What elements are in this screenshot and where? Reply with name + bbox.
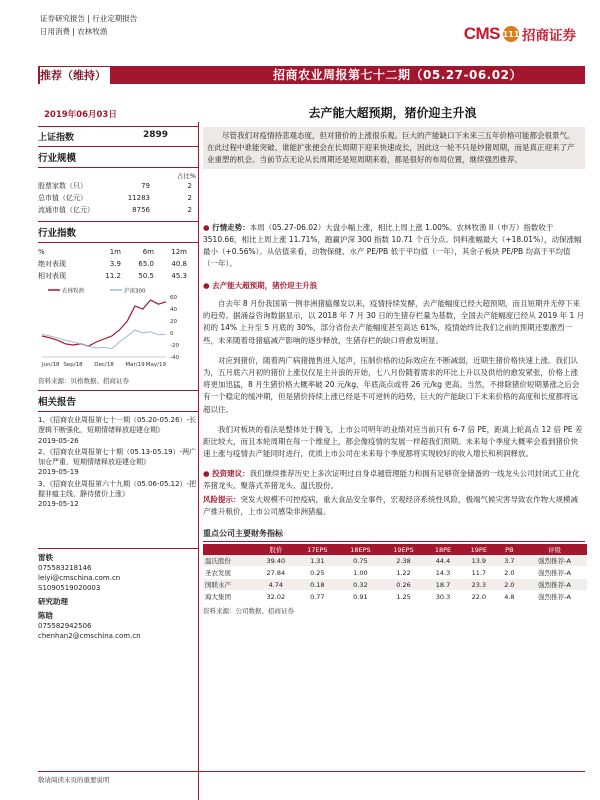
risk-paragraph — [203, 494, 585, 518]
table-cell: 海大集团 — [203, 591, 256, 603]
index-value: 2899 — [142, 130, 168, 140]
index-row — [38, 130, 198, 143]
perf-header-cell: % — [38, 248, 45, 256]
table-cell: 2.38 — [382, 555, 425, 567]
related-report-date: 2019-05-26 — [38, 436, 79, 445]
scale-row-value: 8756 — [132, 206, 150, 214]
scale-unit-header: 占比% — [176, 172, 196, 180]
perf-row-label: 绝对表现 — [38, 260, 66, 268]
pig-paragraph-3: 我们对板块的看法是整体处于腾飞，上市公司明年的业绩对应当前只有 6-7 倍 PE，距离上轮高点 12 倍 PE 差距比较大，而且本轮周期在每一个维度上，都会像疫情的发展一样超我们预期。未来每个季度大概率会看到猪价快速上涨与疫情去产能同时进行，优质上市公司在未来每个季度都将实现较好的收入增长和利润释放。 — [203, 424, 583, 459]
table-cell: 0.18 — [296, 579, 339, 591]
table-cell: 强烈推荐-A — [522, 567, 587, 579]
table-header-cell: 19EPS — [382, 544, 425, 555]
scale-row-value: 11283 — [127, 194, 150, 202]
table-cell: 国联水产 — [203, 579, 256, 591]
table-body — [203, 555, 587, 603]
perf-cell: 11.2 — [105, 272, 121, 280]
invest-text: 我们继续推荐历史上多次证明过自身卓越管理能力和拥有足够资金储备的一线龙头公司封闭式工业化养猪龙头、聚落式养猪龙头、温氏股份。 — [203, 469, 580, 491]
market-bullet — [203, 222, 585, 270]
table-cell: 圣农发展 — [203, 567, 256, 579]
divider — [38, 167, 198, 168]
analyst-contact-line: 075583218146 — [38, 563, 92, 572]
perf-row-label: 相对表现 — [38, 272, 66, 280]
main-body — [203, 222, 585, 615]
analyst-contact — [38, 611, 198, 641]
analyst-contact — [38, 597, 198, 607]
perf-header-cell: 12m — [171, 248, 187, 256]
report-type: 证券研究报告 | 行业定期报告 — [40, 14, 138, 23]
pig-label: 去产能大超预期，猪价迎主升浪 — [212, 281, 318, 290]
report-sector: 日用消费 | 农林牧渔 — [40, 26, 108, 36]
table-cell: 0.25 — [296, 567, 339, 579]
table-header-cell — [203, 544, 256, 555]
divider — [38, 242, 198, 243]
perf-row — [38, 270, 198, 282]
report-title: 招商农业周报第七十二期（05.27-06.02） — [273, 68, 522, 82]
table-cell: 0.77 — [296, 591, 339, 603]
perf-cell: 40.8 — [171, 260, 187, 268]
scale-row-share: 2 — [187, 206, 192, 214]
scale-row — [38, 180, 198, 192]
table-cell: 11.7 — [461, 567, 497, 579]
index-label: 上证指数 — [38, 133, 75, 143]
table-cell: 0.75 — [339, 555, 382, 567]
bullet-icon: ● — [203, 281, 213, 290]
table-row — [203, 567, 587, 579]
x-tick-label: Dec/18 — [94, 362, 114, 368]
perf-row — [38, 258, 198, 270]
divider — [38, 146, 198, 147]
related-report-date: 2019-05-12 — [38, 500, 79, 509]
market-text: 本周（05.27-06.02）大盘小幅上涨，相比上周上涨 1.00%。农林牧渔 II（申万）指数收于 3510.66，相比上周上涨 11.71%，跑赢沪深 300 指数 10.71 个百分点。饲料涨幅最大（+18.01%），动保涨幅最小（+0.56%）。从估值来看，动物保健、水产 PE/PB 低于平均值（一年），其余子板块 PE/PB 均高于平均值（一年）。 — [203, 223, 582, 268]
table-cell: 强烈推荐-A — [522, 555, 587, 567]
table-cell: 44.4 — [425, 555, 461, 567]
table-source: 资料来源：公司数据、招商证券 — [203, 607, 294, 616]
y-tick-label: -20 — [170, 343, 179, 349]
bullet-icon: ● — [203, 223, 213, 232]
table-cell: 2.0 — [497, 567, 522, 579]
related-report-title: 1、《招商农业周报第七十一期（05.20-05.26）-长逻辑不断强化，短期情绪释放迎建仓期》 — [38, 416, 197, 435]
divider — [203, 541, 585, 542]
divider — [38, 548, 198, 549]
x-tick-label: Sep/18 — [63, 362, 83, 368]
industry-scale-table — [38, 180, 198, 216]
related-report-title: 2、《招商农业周报第七十期（05.13-05.19）-两广加仓严重，短期情绪释放迎建仓期》 — [38, 447, 197, 467]
industry-index-title: 行业指数 — [38, 228, 77, 239]
left-sidebar — [38, 123, 198, 641]
column-divider — [198, 122, 199, 800]
table-cell: 温氏股份 — [203, 555, 256, 567]
divider — [38, 411, 198, 412]
legend-label: 沪深300 — [124, 288, 146, 295]
analyst-name: 陈晗 — [38, 610, 53, 620]
table-header-cell: 股价 — [256, 544, 296, 555]
scale-row-label: 流通市值（亿元） — [38, 206, 94, 214]
chart-source: 资料来源：贝格数据、招商证券 — [38, 377, 129, 385]
table-row — [203, 579, 587, 591]
analyst-contact-line: leiyi@cmschina.com.cn — [38, 573, 121, 582]
table-cell: 23.3 — [461, 579, 497, 591]
table-cell: 1.25 — [382, 591, 425, 603]
table-cell: 强烈推荐-A — [522, 579, 587, 591]
scale-row — [38, 192, 198, 204]
summary-box: 尽管我们对疫情持悲观态度，但对猪价的上涨很乐观。巨大的产能缺口下未来三五年价格可能都会很景气。在此过程中谁能突破、谁能扩张便会在长周期下迎来快速成长，因此这一轮不只是炒猪周期，而是真正迎来了产业重塑的机会。当前节点无论从长周期还是短周期来看，都是很好的布局位置，继续强烈推荐。 — [203, 127, 585, 169]
table-header-cell: 18EPS — [339, 544, 382, 555]
scale-row — [38, 204, 198, 216]
analyst-contacts — [38, 553, 198, 641]
report-date: 2019年06月03日 — [44, 110, 117, 120]
index-line-chart — [38, 285, 198, 373]
footer-divider — [38, 771, 585, 772]
table-cell: 强烈推荐-A — [522, 591, 587, 603]
pig-paragraph-2: 对应到猪价，随着两广病猪抛售进入尾声，压制价格的边际效应在不断减弱，近期生猪价格快速上涨。我们认为，五月底六月初的猪价上涨仅仅是主升浪的开始，七八月份随着需求的环比上升以及供给的愈发紧张，价格上涨将更加迅猛，8 月生猪价格大概率破 20 元/kg，年底高点或将 26 元/kg 更高。当然，不排除猪价短期暴涨之后会有一个稳定的缓冲期，但是猪价持续上涨已经是不可逆转的趋势，巨大的产能缺口下未来价格的高度和长度都将远超以往。 — [203, 355, 580, 414]
x-tick-label: Mar/19 — [125, 362, 145, 368]
y-tick-label: 20 — [170, 319, 177, 325]
table-cell: 0.91 — [339, 591, 382, 603]
report-subtitle: 去产能大超预期，猪价迎主升浪 — [308, 106, 477, 120]
risk-text: 突发大规模不可控疫病，重大食品安全事件，宏观经济系统性风险，极端气候灾害导致农作物大规模减产推升粮价，上市公司感染非洲猪瘟。 — [203, 495, 578, 517]
table-cell: 0.26 — [382, 579, 425, 591]
table-cell: 2.0 — [497, 579, 522, 591]
perf-header-row — [38, 246, 198, 258]
table-cell: 3.7 — [497, 555, 522, 567]
table-cell: 1.00 — [339, 567, 382, 579]
table-header-cell: 18PE — [425, 544, 461, 555]
table-header-row — [203, 544, 587, 555]
table-cell: 32.02 — [256, 591, 296, 603]
table-header-cell: 17EPS — [296, 544, 339, 555]
table-cell: 0.32 — [339, 579, 382, 591]
y-tick-label: 60 — [170, 295, 177, 301]
y-tick-label: 0 — [170, 331, 174, 337]
scale-row-label: 股票家数（只） — [38, 182, 87, 190]
table-header-cell: PB — [497, 544, 522, 555]
table-cell: 1.22 — [382, 567, 425, 579]
table-title: 重点公司主要财务指标 — [203, 529, 283, 539]
pig-bullet — [203, 280, 585, 292]
footer-note: 敬请阅读末页的重要说明 — [38, 776, 110, 784]
report-header — [40, 13, 137, 38]
divider — [38, 390, 198, 391]
perf-header-cell: 1m — [109, 248, 121, 256]
perf-cell: 65.0 — [138, 260, 154, 268]
perf-cell: 45.3 — [171, 272, 187, 280]
analyst-contact-line: S1090519020003 — [38, 583, 101, 592]
logo-cms-text: CMS — [463, 24, 500, 43]
rating-label: 推荐（维持） — [40, 67, 110, 84]
industry-index-table — [38, 246, 198, 282]
scale-row-share: 2 — [187, 182, 192, 190]
table-cell: 1.31 — [296, 555, 339, 567]
table-cell: 22.0 — [461, 591, 497, 603]
legend-label: 农林牧渔 — [62, 288, 85, 295]
divider — [38, 221, 198, 222]
perf-cell: 3.9 — [109, 260, 121, 268]
financial-table — [203, 544, 587, 603]
table-row — [203, 555, 587, 567]
table-row — [203, 591, 587, 603]
x-tick-label: May/19 — [145, 362, 166, 368]
table-header-cell: 19PE — [461, 544, 497, 555]
table-cell: 30.3 — [425, 591, 461, 603]
table-cell: 27.84 — [256, 567, 296, 579]
related-reports-title: 相关报告 — [38, 397, 77, 408]
industry-scale-title: 行业规模 — [38, 153, 77, 164]
pig-paragraph-1: 自去年 8 月份我国第一例非洲猪瘟爆发以来，疫情持续发酵，去产能幅度已经大超预期，而且短期并无停下来的趋势。据涌益咨询数据显示，以 2018 年 7 月 30 日的生猪存栏量为基数，全国去产能幅度已经从 2019 年 1 月初的 14% 上升至 5 月底的 30%，部分省份去产能幅度甚至高达 61%，疫情始终比我们之前的预期还要激烈一些，未来随着母猪瘟减产影响的逐步释放，生猪存栏的缺口将愈发明显。 — [203, 299, 585, 345]
y-tick-label: 40 — [170, 307, 177, 313]
divider — [38, 126, 198, 127]
table-cell: 4.8 — [497, 591, 522, 603]
table-cell: 13.9 — [461, 555, 497, 567]
analyst-contact-line: 075582942506 — [38, 621, 92, 630]
market-label: 行情走势： — [212, 223, 250, 232]
logo-cn-text: 招商证券 — [522, 28, 576, 44]
scale-row-value: 79 — [141, 182, 150, 190]
scale-row-share: 2 — [187, 194, 192, 202]
analyst-contact — [38, 553, 198, 593]
table-cell: 4.74 — [256, 579, 296, 591]
y-tick-label: -40 — [170, 355, 179, 361]
table-cell: 39.40 — [256, 555, 296, 567]
risk-label: 风险提示： — [203, 495, 241, 505]
cms-logo — [464, 24, 576, 44]
analyst-name: 研究助理 — [38, 596, 68, 606]
perf-header-cell: 6m — [142, 248, 154, 256]
invest-bullet — [203, 468, 585, 492]
scale-row-label: 总市值（亿元） — [38, 194, 87, 202]
table-cell: 18.7 — [425, 579, 461, 591]
related-report-title: 3、《招商农业周报第六十九期（05.06-05.12）-把握非瘟主线，静待猪价上涨》 — [38, 479, 197, 499]
table-cell: 14.3 — [425, 567, 461, 579]
logo-badge-icon: 111 — [503, 26, 519, 42]
related-report-date: 2019-05-19 — [38, 468, 79, 477]
perf-cell: 50.5 — [138, 272, 154, 280]
invest-label: 投资建议： — [212, 469, 250, 479]
x-tick-label: Jun/18 — [42, 362, 60, 368]
analyst-contact-line: chenhan2@cmschina.com.cn — [38, 631, 141, 640]
table-header-cell: 评级 — [522, 544, 587, 555]
related-reports-list — [38, 415, 198, 510]
analyst-name: 雷轶 — [38, 552, 53, 562]
bullet-icon: ● — [203, 469, 213, 479]
